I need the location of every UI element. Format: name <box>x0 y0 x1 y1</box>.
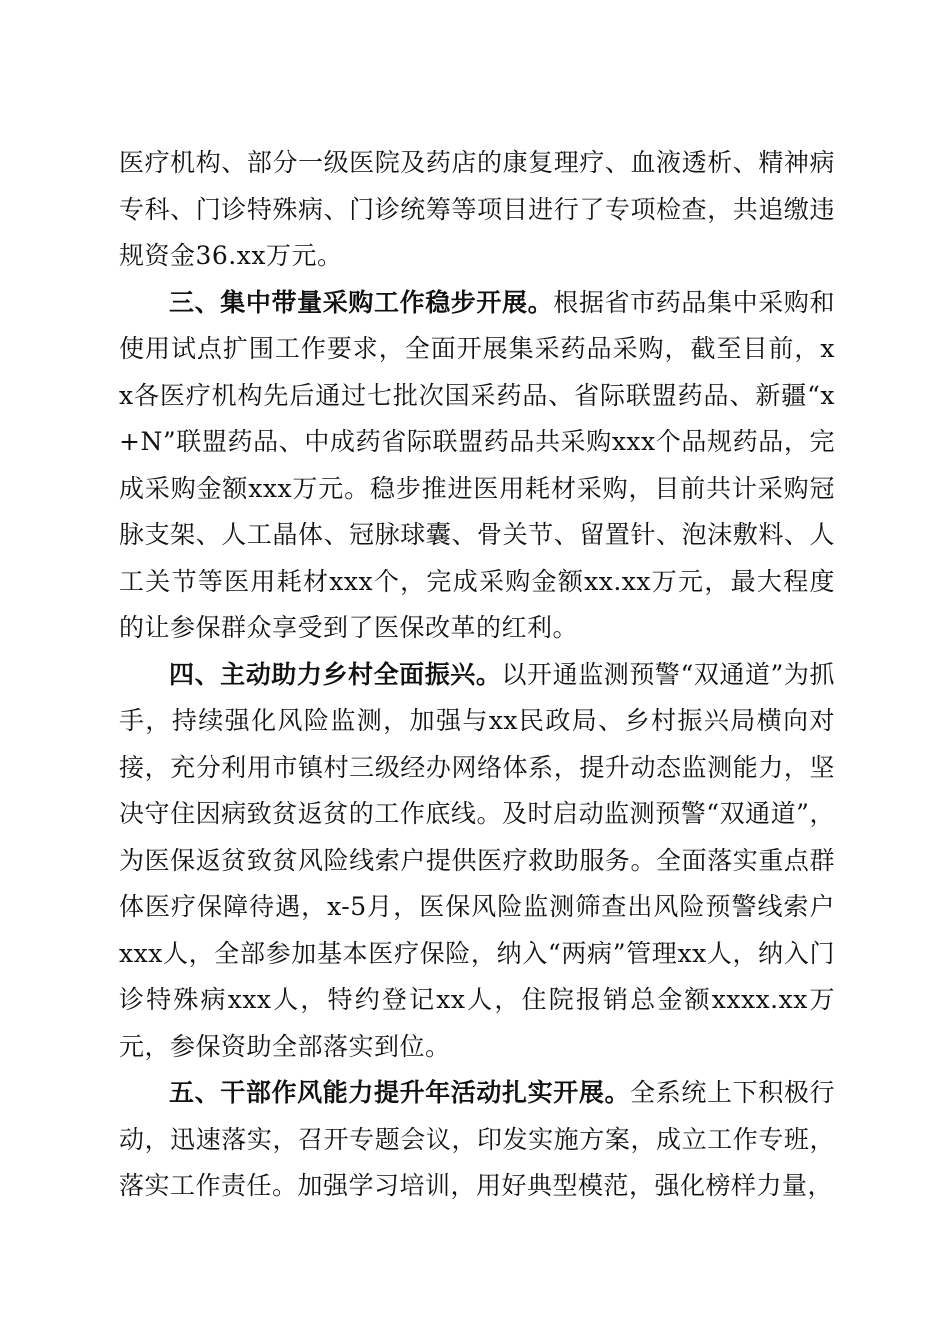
section-heading: 五、干部作风能力提升年活动扎实开展。 <box>169 1078 631 1107</box>
paragraph-cadre-style <box>119 1070 835 1210</box>
section-heading: 三、集中带量采购工作稳步开展。 <box>169 287 554 317</box>
paragraph-body: 根据省市药品集中采购和使用试点扩围工作要求，全面开展集采药品采购，截至目前，xx各医疗机构先后通过七批次国采药品、省际联盟药品、新疆“x+N”联盟药品、中成药省际联盟药品共采购xxx个品规药品，完成采购金额xxx万元。稳步推进医用耗材采购，目前共计采购冠脉支架、人工晶体、冠脉球囊、骨关节、留置针、泡沫敷料、人工关节等医用耗材xxx个，完成采购金额xx.xx万元，最大程度的让参保群众享受到了医保改革的红利。 <box>119 287 835 642</box>
paragraph-body: 以开通监测预警“双通道”为抓手，持续强化风险监测，加强与xx民政局、乡村振兴局横向对接，充分利用市镇村三级经办网络体系，提升动态监测能力，坚决守住因病致贫返贫的工作底线。及时启动监测预警“双通道”，为医保返贫致贫风险线索户提供医疗救助服务。全面落实重点群体医疗保障待遇，x-5月，医保风险监测筛查出风险预警线索户xxx人，全部参加基本医疗保险，纳入“两病”管理xx人，纳入门诊特殊病xxx人，特约登记xx人，住院报销总金额xxxx.xx万元，参保资助全部落实到位。 <box>119 659 835 1061</box>
paragraph-rural-revitalization <box>119 652 835 1071</box>
section-heading: 四、主动助力乡村全面振兴。 <box>169 659 502 689</box>
paragraph-body: 医疗机构、部分一级医院及药店的康复理疗、血液透析、精神病专科、门诊特殊病、门诊统筹等项目进行了专项检查，共追缴违规资金36.xx万元。 <box>119 148 835 270</box>
paragraph-inspection-continued <box>119 140 835 280</box>
paragraph-body: 全系统上下积极行动，迅速落实，召开专题会议，印发实施方案，成立工作专班，落实工作责任。加强学习培训，用好典型模范，强化榜样力量， <box>119 1078 835 1200</box>
paragraph-centralized-procurement <box>119 280 835 652</box>
document-body <box>119 140 835 1210</box>
